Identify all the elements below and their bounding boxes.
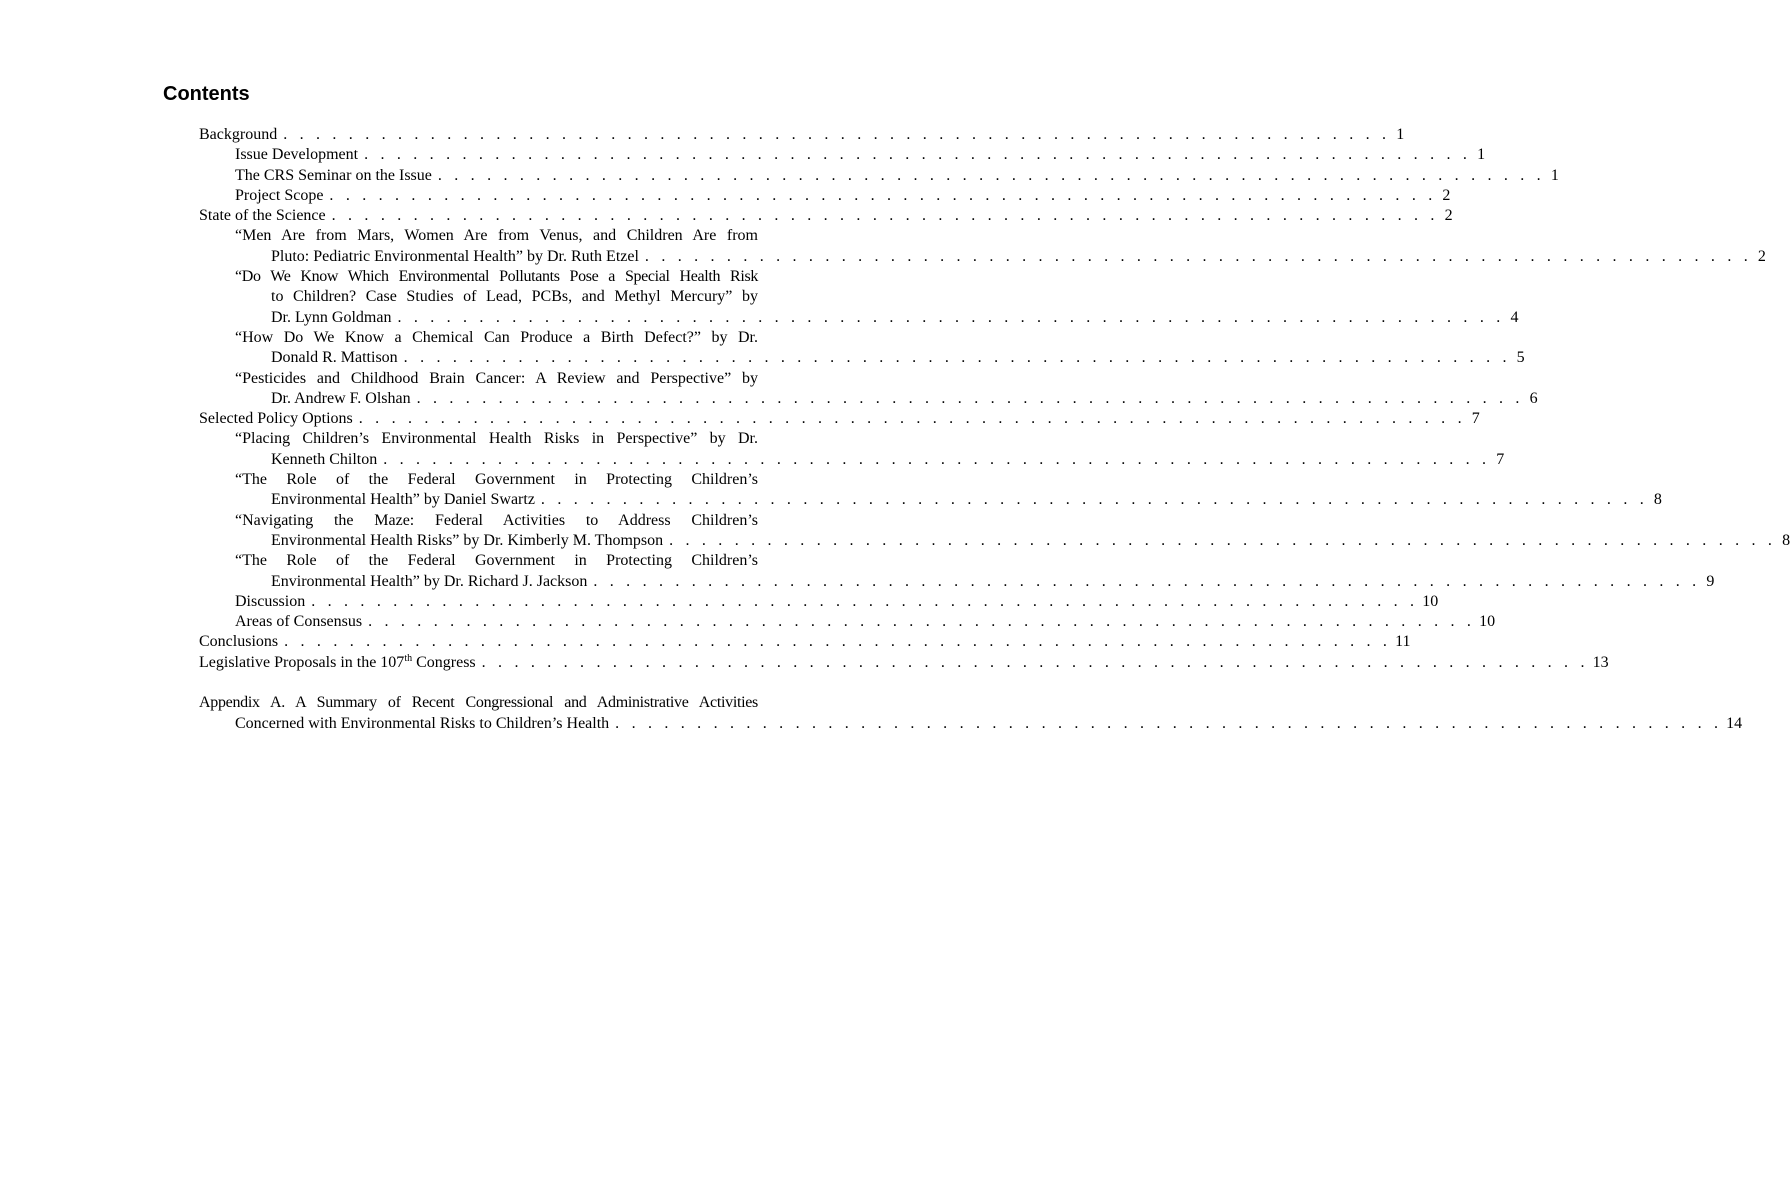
toc-page-number: 8 [1653, 491, 1662, 509]
toc-entry-title-line: to Children? Case Studies of Lead, PCBs, and Methyl Mercury” by [271, 288, 758, 306]
toc-entry-title-line: “Men Are from Mars, Women Are from Venus, and Children Are from [235, 227, 758, 245]
toc-entry-title-line: Kenneth Chilton [271, 450, 378, 468]
toc-entry-title: Conclusions [199, 633, 279, 651]
toc-entry-title-line: “Do We Know Which Environmental Pollutants Pose a Special Health Risk [235, 268, 758, 286]
toc-entry-title: Discussion [235, 592, 306, 610]
toc-page-number: 11 [1395, 633, 1411, 651]
page-title: Contents [163, 83, 250, 105]
dot-leader: . . . . . . . . . . . . . . . . . . . . . . . . . . . . . . . . . . . . . . . . . . . . . . . . . . . . . . . . . . . . . . . . . . . . [364, 146, 1472, 164]
table-of-contents [199, 125, 1790, 734]
toc-entry-title: State of the Science [199, 207, 326, 225]
dot-leader: . . . . . . . . . . . . . . . . . . . . . . . . . . . . . . . . . . . . . . . . . . . . . . . . . . . . . . . . . . . . . . . . . . . . [329, 186, 1437, 204]
toc-entry-title-line: Concerned with Environmental Risks to Children’s Health [235, 714, 610, 732]
toc-entry-title-line: Appendix A. A Summary of Recent Congressional and Administrative Activities [199, 694, 758, 712]
toc-page-number: 1 [1477, 146, 1486, 164]
toc-entry-olshan[interactable] [235, 369, 1538, 410]
toc-entry-appendix-a[interactable] [199, 693, 1743, 734]
toc-entry-thompson[interactable] [235, 511, 1790, 552]
toc-page-number: 1 [1396, 126, 1405, 143]
toc-entry-title-line: Pluto: Pediatric Environmental Health” by Dr. Ruth Etzel [271, 247, 639, 265]
toc-entry-title-line: “How Do We Know a Chemical Can Produce a Birth Defect?” by Dr. [235, 328, 758, 346]
toc-page-number: 7 [1471, 410, 1480, 428]
toc-entry-swartz[interactable] [235, 470, 1662, 511]
toc-entry-title-text: Legislative Proposals in the 107 [199, 653, 405, 671]
toc-entry-etzel[interactable] [235, 226, 1766, 267]
toc-entry-title-line: Environmental Health” by Dr. Richard J. Jackson [271, 572, 588, 590]
toc-entry-jackson[interactable] [235, 551, 1715, 592]
toc-entry-title: The CRS Seminar on the Issue [235, 166, 432, 184]
toc-page-number: 8 [1782, 531, 1790, 549]
toc-page-number: 4 [1510, 308, 1519, 326]
toc-entry-title-line: Donald R. Mattison [271, 349, 398, 367]
toc-page-number: 2 [1442, 186, 1451, 204]
toc-page-number: 14 [1726, 714, 1743, 732]
dot-leader: . . . . . . . . . . . . . . . . . . . . . . . . . . . . . . . . . . . . . . . . . . . . . . . . . . . . . . . . . . . . . . . . . . . . [283, 126, 1391, 143]
toc-entry-project-scope[interactable] [235, 186, 1451, 206]
toc-entry-title-line: Dr. Lynn Goldman [271, 308, 392, 326]
toc-entry-title [199, 653, 476, 673]
toc-page-number: 7 [1496, 450, 1505, 468]
toc-page-number: 13 [1592, 653, 1609, 671]
toc-entry-title: Issue Development [235, 146, 359, 164]
dot-leader: . . . . . . . . . . . . . . . . . . . . . . . . . . . . . . . . . . . . . . . . . . . . . . . . . . . . . . . . . . . . . . . . . . . . [540, 491, 1648, 509]
toc-page-number: 9 [1706, 572, 1715, 590]
toc-page-number: 10 [1479, 613, 1496, 631]
toc-entry-title-line: “Navigating the Maze: Federal Activities to Address Children’s [235, 511, 758, 529]
dot-leader: . . . . . . . . . . . . . . . . . . . . . . . . . . . . . . . . . . . . . . . . . . . . . . . . . . . . . . . . . . . . . . . . . . . . [416, 389, 1524, 407]
toc-page-number: 2 [1757, 247, 1766, 265]
dot-leader: . . . . . . . . . . . . . . . . . . . . . . . . . . . . . . . . . . . . . . . . . . . . . . . . . . . . . . . . . . . . . . . . . . . . [284, 633, 1392, 651]
ordinal-suffix: th [404, 652, 413, 664]
toc-entry-title-line: Environmental Health Risks” by Dr. Kimberly M. Thompson [271, 531, 664, 549]
toc-page-number: 5 [1516, 349, 1525, 367]
toc-page-number: 10 [1422, 592, 1439, 610]
dot-leader: . . . . . . . . . . . . . . . . . . . . . . . . . . . . . . . . . . . . . . . . . . . . . . . . . . . . . . . . . . . . . . . . . . . . [481, 653, 1589, 671]
toc-entry-title-line: Environmental Health” by Daniel Swartz [271, 491, 535, 509]
dot-leader: . . . . . . . . . . . . . . . . . . . . . . . . . . . . . . . . . . . . . . . . . . . . . . . . . . . . . . . . . . . . . . . . . . . . [644, 247, 1752, 265]
toc-entry-title-line: “The Role of the Federal Government in Protecting Children’s [235, 471, 758, 489]
toc-entry-title-text: Congress [412, 653, 476, 671]
toc-entry-chilton[interactable] [235, 429, 1505, 470]
dot-leader: . . . . . . . . . . . . . . . . . . . . . . . . . . . . . . . . . . . . . . . . . . . . . . . . . . . . . . . . . . . . . . . . . . . . [383, 450, 1491, 468]
toc-page-number: 6 [1529, 389, 1538, 407]
toc-entry-mattison[interactable] [235, 328, 1525, 369]
dot-leader: . . . . . . . . . . . . . . . . . . . . . . . . . . . . . . . . . . . . . . . . . . . . . . . . . . . . . . . . . . . . . . . . . . . . [358, 410, 1466, 428]
dot-leader: . . . . . . . . . . . . . . . . . . . . . . . . . . . . . . . . . . . . . . . . . . . . . . . . . . . . . . . . . . . . . . . . . . . . [593, 572, 1701, 590]
toc-entry-goldman[interactable] [235, 267, 1519, 328]
dot-leader: . . . . . . . . . . . . . . . . . . . . . . . . . . . . . . . . . . . . . . . . . . . . . . . . . . . . . . . . . . . . . . . . . . . . [615, 714, 1723, 732]
toc-entry-discussion[interactable] [235, 592, 1439, 612]
dot-leader: . . . . . . . . . . . . . . . . . . . . . . . . . . . . . . . . . . . . . . . . . . . . . . . . . . . . . . . . . . . . . . . . . . . . [403, 349, 1511, 367]
dot-leader: . . . . . . . . . . . . . . . . . . . . . . . . . . . . . . . . . . . . . . . . . . . . . . . . . . . . . . . . . . . . . . . . . . . . [669, 531, 1777, 549]
toc-entry-title-line: “The Role of the Federal Government in Protecting Children’s [235, 552, 758, 570]
dot-leader: . . . . . . . . . . . . . . . . . . . . . . . . . . . . . . . . . . . . . . . . . . . . . . . . . . . . . . . . . . . . . . . . . . . . [397, 308, 1505, 326]
toc-entry-title-line: “Pesticides and Childhood Brain Cancer: A Review and Perspective” by [235, 369, 758, 387]
toc-entry-issue-development[interactable] [235, 145, 1486, 165]
toc-entry-title-line: Dr. Andrew F. Olshan [271, 389, 411, 407]
toc-entry-areas-of-consensus[interactable] [235, 612, 1496, 632]
toc-entry-policy-options[interactable] [199, 409, 1480, 429]
toc-entry-title: Areas of Consensus [235, 613, 363, 631]
toc-entry-title-line: “Placing Children’s Environmental Health Risks in Perspective” by Dr. [235, 430, 758, 448]
toc-entry-title: Background [199, 126, 278, 143]
toc-entry-background[interactable] [199, 125, 1405, 145]
dot-leader: . . . . . . . . . . . . . . . . . . . . . . . . . . . . . . . . . . . . . . . . . . . . . . . . . . . . . . . . . . . . . . . . . . . . [437, 166, 1545, 184]
dot-leader: . . . . . . . . . . . . . . . . . . . . . . . . . . . . . . . . . . . . . . . . . . . . . . . . . . . . . . . . . . . . . . . . . . . . [311, 592, 1419, 610]
toc-entry-crs-seminar[interactable] [235, 166, 1559, 186]
toc-entry-state-of-science[interactable] [199, 206, 1453, 226]
dot-leader: . . . . . . . . . . . . . . . . . . . . . . . . . . . . . . . . . . . . . . . . . . . . . . . . . . . . . . . . . . . . . . . . . . . . [368, 613, 1476, 631]
toc-entry-legislative-proposals[interactable] [199, 652, 1609, 673]
toc-entry-title: Project Scope [235, 186, 324, 204]
dot-leader: . . . . . . . . . . . . . . . . . . . . . . . . . . . . . . . . . . . . . . . . . . . . . . . . . . . . . . . . . . . . . . . . . . . . [331, 207, 1439, 225]
toc-page-number: 2 [1444, 207, 1453, 225]
toc-entry-conclusions[interactable] [199, 632, 1411, 652]
toc-entry-title: Selected Policy Options [199, 410, 353, 428]
toc-page-number: 1 [1550, 166, 1559, 184]
